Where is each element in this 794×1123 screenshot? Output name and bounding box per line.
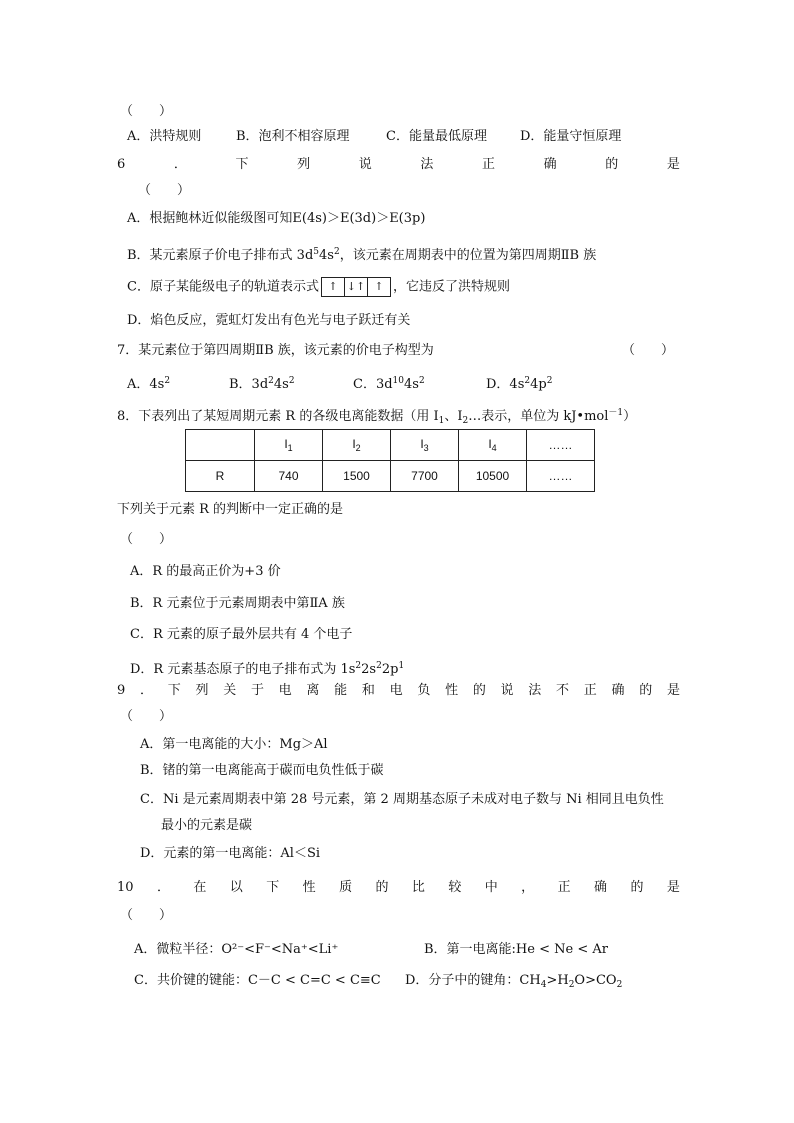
q10-option-b: B．第一电离能:He < Ne < Ar — [424, 942, 608, 957]
q7-option-d — [486, 373, 552, 393]
q9-stem-char: 不 — [556, 683, 570, 698]
q6-answer-paren: （ ） — [138, 183, 191, 198]
table-cell — [186, 430, 255, 461]
q5-option-b: B．泡利不相容原理 — [236, 129, 350, 144]
q6-stem-char: 的 — [605, 157, 619, 172]
q8-stem-text: ） — [623, 409, 637, 424]
orbital-diagram — [321, 277, 391, 297]
table-row — [186, 461, 595, 492]
q9-stem-char: 说 — [500, 683, 514, 698]
table-cell: R — [186, 461, 255, 492]
q6-stem — [117, 157, 680, 173]
orbital-box: ↓↑ — [345, 278, 368, 296]
q8-stem-text: 8．下表列出了某短周期元素 R 的各级电离能数据（用 I — [117, 409, 439, 424]
q9-answer-paren: （ ） — [120, 709, 173, 724]
q9-stem-char: 和 — [361, 683, 375, 698]
table-cell: …… — [527, 430, 595, 461]
q10-d-text: >H — [546, 973, 569, 988]
q10-d-text: D．分子中的键角：CH — [405, 973, 541, 988]
q10-stem — [117, 880, 680, 896]
q9-option-d: D．元素的第一电离能：Al＜Si — [140, 846, 321, 861]
q9-stem-char: 电 — [278, 683, 292, 698]
q9-stem-char: 列 — [195, 683, 209, 698]
q9-stem-char: 正 — [583, 683, 597, 698]
q10-stem-char: 10 — [117, 880, 134, 895]
q7-a-sup: 2 — [164, 376, 171, 386]
table-cell: …… — [527, 461, 595, 492]
q6-option-d: D．焰色反应，霓虹灯发出有色光与电子跃迁有关 — [127, 313, 411, 328]
q8-follow-text: 下列关于元素 R 的判断中一定正确的是 — [117, 502, 344, 517]
q7-c-text: 4s — [404, 377, 419, 392]
q9-stem-char: 确 — [611, 683, 625, 698]
q7-d-text: D．4s — [486, 377, 525, 392]
q9-option-a: A．第一电离能的大小：Mg＞Al — [140, 737, 328, 752]
q6-stem-char: 正 — [482, 157, 496, 172]
q10-stem-char: 质 — [339, 880, 353, 895]
q10-d-sub: 2 — [616, 980, 623, 990]
q7-b-text: 4s — [273, 377, 289, 392]
q10-stem-char: 正 — [557, 880, 571, 895]
q10-d-sub: 2 — [568, 980, 575, 990]
q10-stem-char: 的 — [375, 880, 389, 895]
q10-stem-char: 中 — [484, 880, 498, 895]
q9-stem-char: 法 — [528, 683, 542, 698]
q7-d-sup: 2 — [524, 376, 531, 386]
q8-option-d — [130, 658, 404, 678]
q8-stem — [117, 405, 636, 429]
q8-stem-text: 、I — [444, 409, 463, 424]
q8-answer-paren: （ ） — [120, 532, 173, 547]
q9-option-c-line2: 最小的元素是碳 — [161, 818, 253, 833]
table-cell: $I_3$ — [391, 430, 459, 461]
q6-b-text: ，该元素在周期表中的位置为第四周期ⅡB 族 — [339, 248, 597, 263]
q10-stem-char: 性 — [302, 880, 316, 895]
q7-a-text: A．4s — [127, 377, 165, 392]
q8-option-b: B．R 元素位于元素周期表中第ⅡA 族 — [130, 596, 345, 611]
q9-stem-char: 离 — [306, 683, 320, 698]
q10-d-text: O>CO — [574, 973, 617, 988]
q8-stem-text: …表示，单位为 kJ•mol — [468, 409, 609, 424]
q10-stem-char: 确 — [594, 880, 608, 895]
q9-stem-char: 能 — [334, 683, 348, 698]
q8-d-sup: 1 — [398, 661, 405, 671]
q7-stem: 7．某元素位于第四周期ⅡB 族，该元素的价电子构型为 — [117, 343, 434, 358]
q6-option-a: A．根据鲍林近似能级图可知E(4s)＞E(3d)＞E(3p) — [127, 211, 426, 226]
q8-d-text: D．R 元素基态原子的电子排布式为 1s — [130, 662, 356, 677]
q8-d-text: 2p — [381, 662, 399, 677]
orbital-box: ↑ — [322, 278, 345, 296]
q10-option-a: A．微粒半径：O²⁻<F⁻<Na⁺<Li⁺ — [134, 942, 339, 957]
q9-stem-char: 的 — [472, 683, 486, 698]
q7-b-text: B．3d — [229, 377, 269, 392]
table-header-row — [186, 430, 595, 461]
q9-stem-char: ． — [140, 683, 154, 698]
q6-stem-char: 法 — [420, 157, 434, 172]
q7-d-sup: 2 — [546, 376, 553, 386]
q10-stem-char: 下 — [266, 880, 280, 895]
q6-stem-char: 6 — [117, 157, 126, 172]
q7-b-sup: 2 — [268, 376, 274, 386]
q9-stem-char: 负 — [417, 683, 431, 698]
q5-option-a: A．洪特规则 — [127, 129, 202, 144]
q6-c-text: C．原子某能级电子的轨道表示式 — [127, 279, 319, 295]
q9-option-c-line1: C．Ni 是元素周期表中第 28 号元素，第 2 周期基态原子未成对电子数与 Ni 相同且电负性 — [140, 792, 664, 807]
q6-stem-char: ． — [173, 157, 187, 172]
q8-d-sup: 2 — [355, 661, 362, 671]
q9-stem-char: 关 — [223, 683, 237, 698]
q6-b-sup: 2 — [333, 247, 340, 257]
q5-option-d: D．能量守恒原理 — [520, 129, 622, 144]
q7-c-sup: 2 — [418, 376, 425, 386]
q9-stem-char: 下 — [167, 683, 181, 698]
q10-stem-char: 在 — [193, 880, 207, 895]
q9-option-b: B．锗的第一电离能高于碳而电负性低于碳 — [140, 763, 384, 778]
q6-option-c — [127, 277, 510, 298]
q6-option-b — [127, 244, 596, 264]
q10-stem-char: 较 — [448, 880, 462, 895]
q7-option-b — [229, 373, 295, 393]
q6-stem-char: 确 — [543, 157, 557, 172]
q7-option-a — [127, 373, 170, 393]
q10-d-sub: 4 — [540, 980, 547, 990]
q8-option-a: A．R 的最高正价为+3 价 — [130, 564, 281, 579]
q7-d-text: 4p — [530, 377, 547, 392]
q9-stem — [117, 683, 680, 699]
q5-answer-paren: （ ） — [120, 104, 173, 119]
q7-option-c — [353, 373, 425, 393]
q6-b-text: 4s — [319, 248, 334, 263]
q9-stem-char: 的 — [639, 683, 653, 698]
table-cell: 740 — [255, 461, 323, 492]
q10-option-d — [405, 973, 622, 993]
q7-b-sup: 2 — [288, 376, 295, 386]
q9-stem-char: 于 — [250, 683, 264, 698]
q7-answer-paren: （ ） — [622, 343, 675, 358]
ionization-energy-table — [185, 429, 595, 492]
q6-b-sup: 5 — [313, 247, 320, 257]
q6-stem-char: 是 — [666, 157, 680, 172]
q5-option-c: C．能量最低原理 — [386, 129, 487, 144]
q10-stem-char: 的 — [630, 880, 644, 895]
q8-d-sup: 2 — [376, 661, 382, 671]
q8-option-c: C．R 元素的原子最外层共有 4 个电子 — [130, 627, 353, 642]
q8-stem-sub: 1 — [438, 416, 445, 426]
q9-stem-char: 电 — [389, 683, 403, 698]
q9-stem-char: 是 — [666, 683, 680, 698]
q10-stem-char: ． — [156, 880, 170, 895]
table-cell: 10500 — [459, 461, 527, 492]
q9-stem-char: 性 — [445, 683, 459, 698]
q10-answer-paren: （ ） — [120, 908, 173, 923]
q10-stem-char: 比 — [411, 880, 425, 895]
q10-stem-char: 以 — [229, 880, 243, 895]
q7-c-sup: 10 — [392, 376, 404, 386]
q6-stem-char: 说 — [358, 157, 372, 172]
q6-b-text: B．某元素原子价电子排布式 3d — [127, 248, 314, 263]
q8-stem-sup: －1 — [608, 408, 624, 418]
table-cell: $I_4$ — [459, 430, 527, 461]
table-cell: $I_1$ — [255, 430, 323, 461]
q7-c-text: C．3d — [353, 377, 393, 392]
q8-d-text: 2s — [361, 662, 377, 677]
q6-stem-char: 下 — [235, 157, 249, 172]
table-cell: 1500 — [323, 461, 391, 492]
q8-stem-sub: 2 — [462, 416, 469, 426]
table-cell: $I_2$ — [323, 430, 391, 461]
orbital-box: ↑ — [374, 280, 384, 293]
q6-c-text: ，它违反了洪特规则 — [392, 279, 510, 295]
q10-stem-char: ， — [521, 880, 535, 895]
q10-stem-char: 是 — [666, 880, 680, 895]
q9-stem-char: 9 — [117, 683, 126, 698]
table-cell: 7700 — [391, 461, 459, 492]
q10-option-c: C．共价键的键能：C－C < C=C < C≡C — [134, 973, 381, 988]
q6-stem-char: 列 — [297, 157, 311, 172]
